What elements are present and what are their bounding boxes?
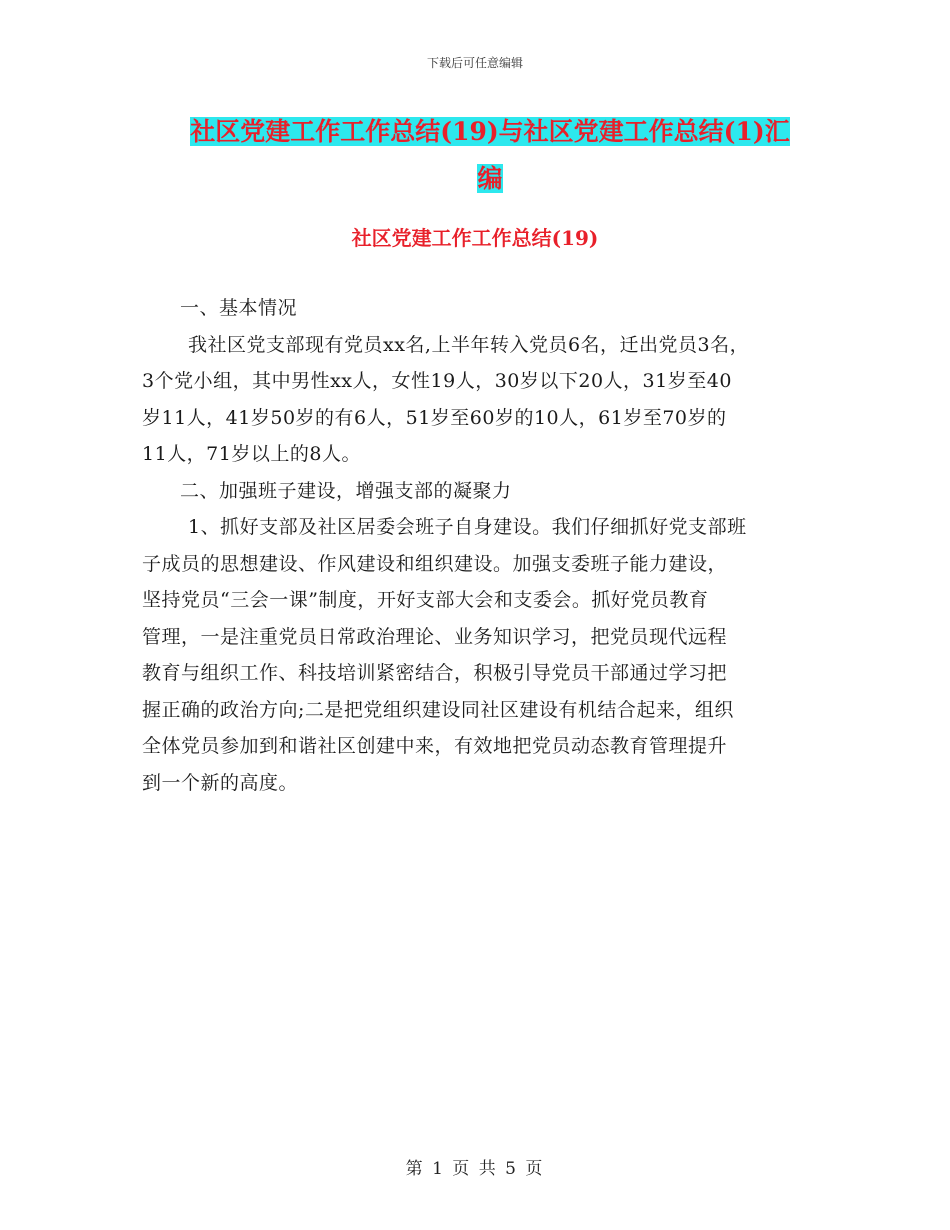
paragraph-line: 1、抓好支部及社区居委会班子自身建设。我们仔细抓好党支部班	[188, 516, 747, 538]
paragraph-line: 子成员的思想建设、作风建设和组织建设。加强支委班子能力建设，	[142, 552, 728, 575]
paragraph-line: 教育与组织工作、科技培训紧密结合，积极引导党员干部通过学习把	[142, 662, 728, 684]
document-title-line-1: 社区党建工作工作总结(19)与社区党建工作总结(1)汇	[190, 117, 790, 146]
paragraph-team-building	[142, 509, 814, 801]
paragraph-line: 岁11人，41岁50岁的有6人，51岁至60岁的10人，61岁至70岁的	[142, 406, 727, 429]
section-heading-team-building: 二、加强班子建设，增强支部的凝聚力	[180, 479, 512, 502]
section-heading-basic-info: 一、基本情况	[180, 297, 298, 319]
document-body	[142, 290, 814, 801]
document-title-line-2: 编	[477, 164, 503, 193]
page-footer: 第 1 页 共 5 页	[405, 1159, 545, 1179]
paragraph-line: 管理，一是注重党员日常政治理论、业务知识学习，把党员现代远程	[142, 625, 728, 648]
paragraph-line: 握正确的政治方向;二是把党组织建设同社区建设有机结合起来，组织	[142, 698, 734, 721]
paragraph-line: 3个党小组，其中男性xx人，女性19人，30岁以下20人，31岁至40	[142, 370, 732, 392]
paragraph-line: 全体党员参加到和谐社区创建中来，有效地把党员动态教育管理提升	[142, 735, 728, 757]
header-note: 下载后可任意编辑	[426, 56, 523, 70]
paragraph-line: 我社区党支部现有党员xx名,上半年转入党员6名，迁出党员3名，	[188, 333, 750, 356]
document-title	[170, 108, 810, 202]
section-title: 社区党建工作工作总结(19)	[351, 226, 599, 250]
paragraph-line: 坚持党员“三会一课”制度，开好支部大会和支委会。抓好党员教育	[142, 589, 709, 611]
paragraph-line: 到一个新的高度。	[142, 771, 299, 794]
paragraph-line: 11人，71岁以上的8人。	[142, 443, 361, 465]
paragraph-basic-info	[142, 327, 814, 473]
